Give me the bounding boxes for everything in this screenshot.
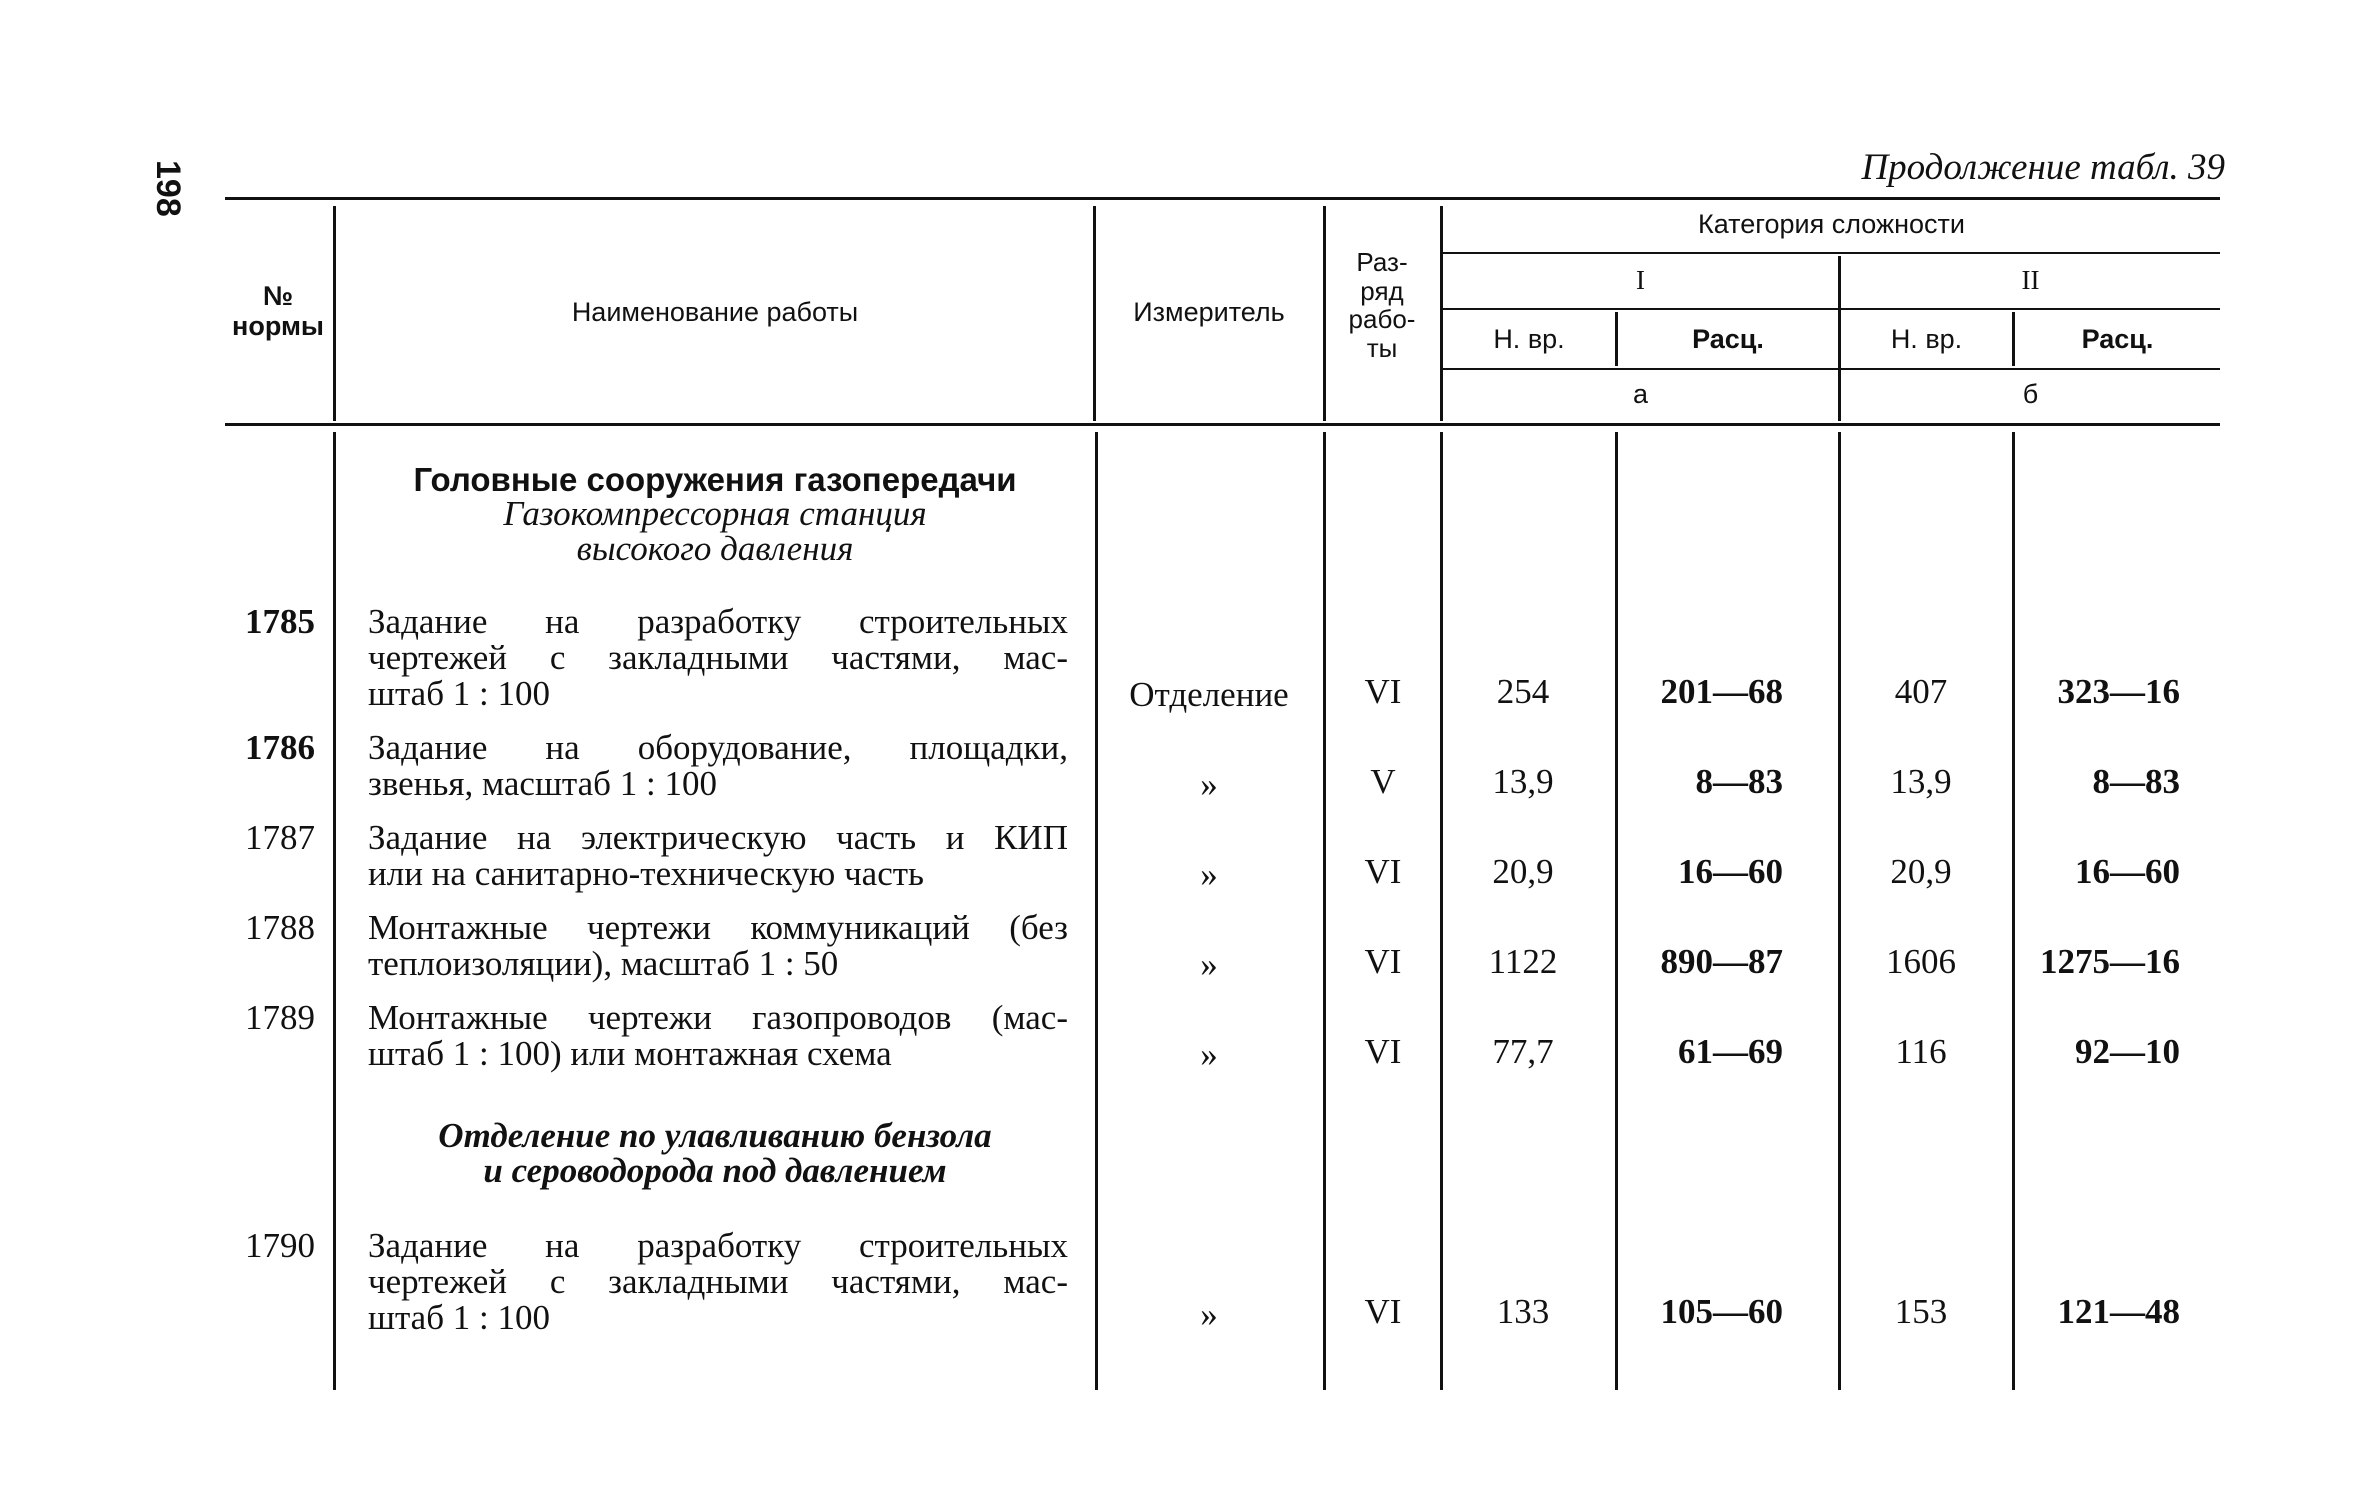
description-line: чертежей с закладными частями, мас- (368, 1262, 1068, 1301)
description-line: штаб 1 : 100) или монтажная схема (368, 1034, 892, 1073)
time-i-cell: 1122 (1488, 942, 1558, 981)
description-line: или на санитарно-техническую часть (368, 854, 925, 893)
column-header-rule (1443, 368, 2220, 370)
header-rate-i: Расц. (1692, 324, 1764, 354)
time-ii-cell: 20,9 (1890, 852, 1952, 891)
norm-number: 1790 (245, 1226, 315, 1265)
grade-cell: VI (1364, 1032, 1402, 1071)
rate-ii-cell: 121—48 (2057, 1292, 2180, 1331)
meter-cell: » (1200, 855, 1218, 894)
work-description (368, 1000, 1068, 1072)
description-line: Монтажные чертежи коммуникаций (без (368, 908, 1068, 947)
header-category-i: I (1636, 265, 1645, 295)
time-i-cell: 133 (1496, 1292, 1550, 1331)
header-category: Категория сложности (1698, 209, 1965, 239)
work-description (368, 820, 1068, 892)
rate-i-cell: 8—83 (1695, 762, 1783, 801)
rate-i-cell: 105—60 (1660, 1292, 1783, 1331)
time-i-cell: 254 (1496, 672, 1550, 711)
header-divider (333, 206, 336, 421)
table-continuation-title: Продолжение табл. 39 (1861, 147, 2225, 188)
rate-ii-cell: 1275—16 (2040, 942, 2180, 981)
header-meter: Измеритель (1133, 297, 1285, 327)
header-col-a: а (1632, 379, 1649, 409)
description-line: штаб 1 : 100 (368, 674, 550, 713)
body-divider (1615, 432, 1618, 1390)
header-category-ii: II (2021, 265, 2040, 295)
section-subtitle: Газокомпрессорная станция (503, 494, 927, 533)
work-description (368, 730, 1068, 802)
meter-cell: » (1200, 945, 1218, 984)
meter-cell: Отделение (1129, 675, 1289, 714)
header-norm-no: № нормы (232, 281, 324, 341)
time-i-cell: 13,9 (1492, 762, 1554, 801)
time-ii-cell: 1606 (1886, 942, 1956, 981)
section-subtitle: и сероводорода под давлением (483, 1151, 947, 1190)
description-line: Задание на разработку строительных (368, 1226, 1068, 1265)
rate-ii-cell: 8—83 (2092, 762, 2180, 801)
body-divider (1838, 432, 1841, 1390)
category-rule (1443, 252, 2220, 254)
rate-i-cell: 61—69 (1678, 1032, 1783, 1071)
description-line: Задание на разработку строительных (368, 602, 1068, 641)
section-heading (340, 463, 1090, 566)
section-title-bold: Головные сооружения газопередачи (413, 461, 1017, 498)
header-bottom-rule (225, 423, 2220, 426)
time-i-cell: 20,9 (1492, 852, 1554, 891)
description-line: штаб 1 : 100 (368, 1298, 550, 1337)
meter-cell: » (1200, 1295, 1218, 1334)
time-i-cell: 77,7 (1492, 1032, 1554, 1071)
description-line: чертежей с закладными частями, мас- (368, 638, 1068, 677)
meter-cell: » (1200, 1035, 1218, 1074)
header-time-ii: Н. вр. (1890, 324, 1963, 354)
norm-number: 1787 (245, 818, 315, 857)
section-subtitle: высокого давления (576, 529, 854, 568)
norm-number: 1789 (245, 998, 315, 1037)
norm-number: 1785 (245, 602, 315, 641)
work-description (368, 1228, 1068, 1336)
description-line: Монтажные чертежи газопроводов (мас- (368, 998, 1068, 1037)
section-subtitle: Отделение по улавливанию бензола (438, 1116, 992, 1155)
header-grade: Раз-ряд рабо-ты (1348, 247, 1416, 363)
description-line: Задание на электрическую часть и КИП (368, 818, 1068, 857)
norm-number: 1786 (245, 728, 315, 767)
header-rate-ii: Расц. (2081, 324, 2154, 354)
time-ii-cell: 13,9 (1890, 762, 1952, 801)
description-line: теплоизоляции), масштаб 1 : 50 (368, 944, 839, 983)
header-col-b: б (2022, 379, 2039, 409)
work-description (368, 604, 1068, 712)
header-time-i: Н. вр. (1493, 324, 1565, 354)
header-work-name: Наименование работы (571, 297, 859, 327)
grade-cell: VI (1364, 672, 1402, 711)
body-divider (2012, 432, 2015, 1390)
rate-i-cell: 201—68 (1660, 672, 1783, 711)
time-ii-cell: 407 (1894, 672, 1948, 711)
subcategory-rule (1443, 308, 2220, 310)
body-divider (1095, 432, 1098, 1390)
norm-number: 1788 (245, 908, 315, 947)
meter-cell: » (1200, 765, 1218, 804)
description-line: звенья, масштаб 1 : 100 (368, 764, 717, 803)
page-number: 198 (149, 160, 187, 217)
body-divider (333, 432, 336, 1390)
grade-cell: VI (1364, 852, 1402, 891)
work-description (368, 910, 1068, 982)
rate-ii-cell: 92—10 (2075, 1032, 2180, 1071)
header-divider (1093, 206, 1096, 421)
rate-ii-cell: 323—16 (2057, 672, 2180, 711)
grade-cell: V (1370, 762, 1396, 801)
table-top-rule (225, 197, 2220, 200)
section-heading (340, 1118, 1090, 1188)
time-ii-cell: 116 (1895, 1032, 1947, 1071)
header-divider (1323, 206, 1326, 421)
rate-i-cell: 16—60 (1678, 852, 1783, 891)
grade-cell: VI (1364, 942, 1402, 981)
description-line: Задание на оборудование, площадки, (368, 728, 1068, 767)
grade-cell: VI (1364, 1292, 1402, 1331)
rate-ii-cell: 16—60 (2075, 852, 2180, 891)
body-divider (1440, 432, 1443, 1390)
body-divider (1323, 432, 1326, 1390)
rate-i-cell: 890—87 (1660, 942, 1783, 981)
time-ii-cell: 153 (1894, 1292, 1948, 1331)
